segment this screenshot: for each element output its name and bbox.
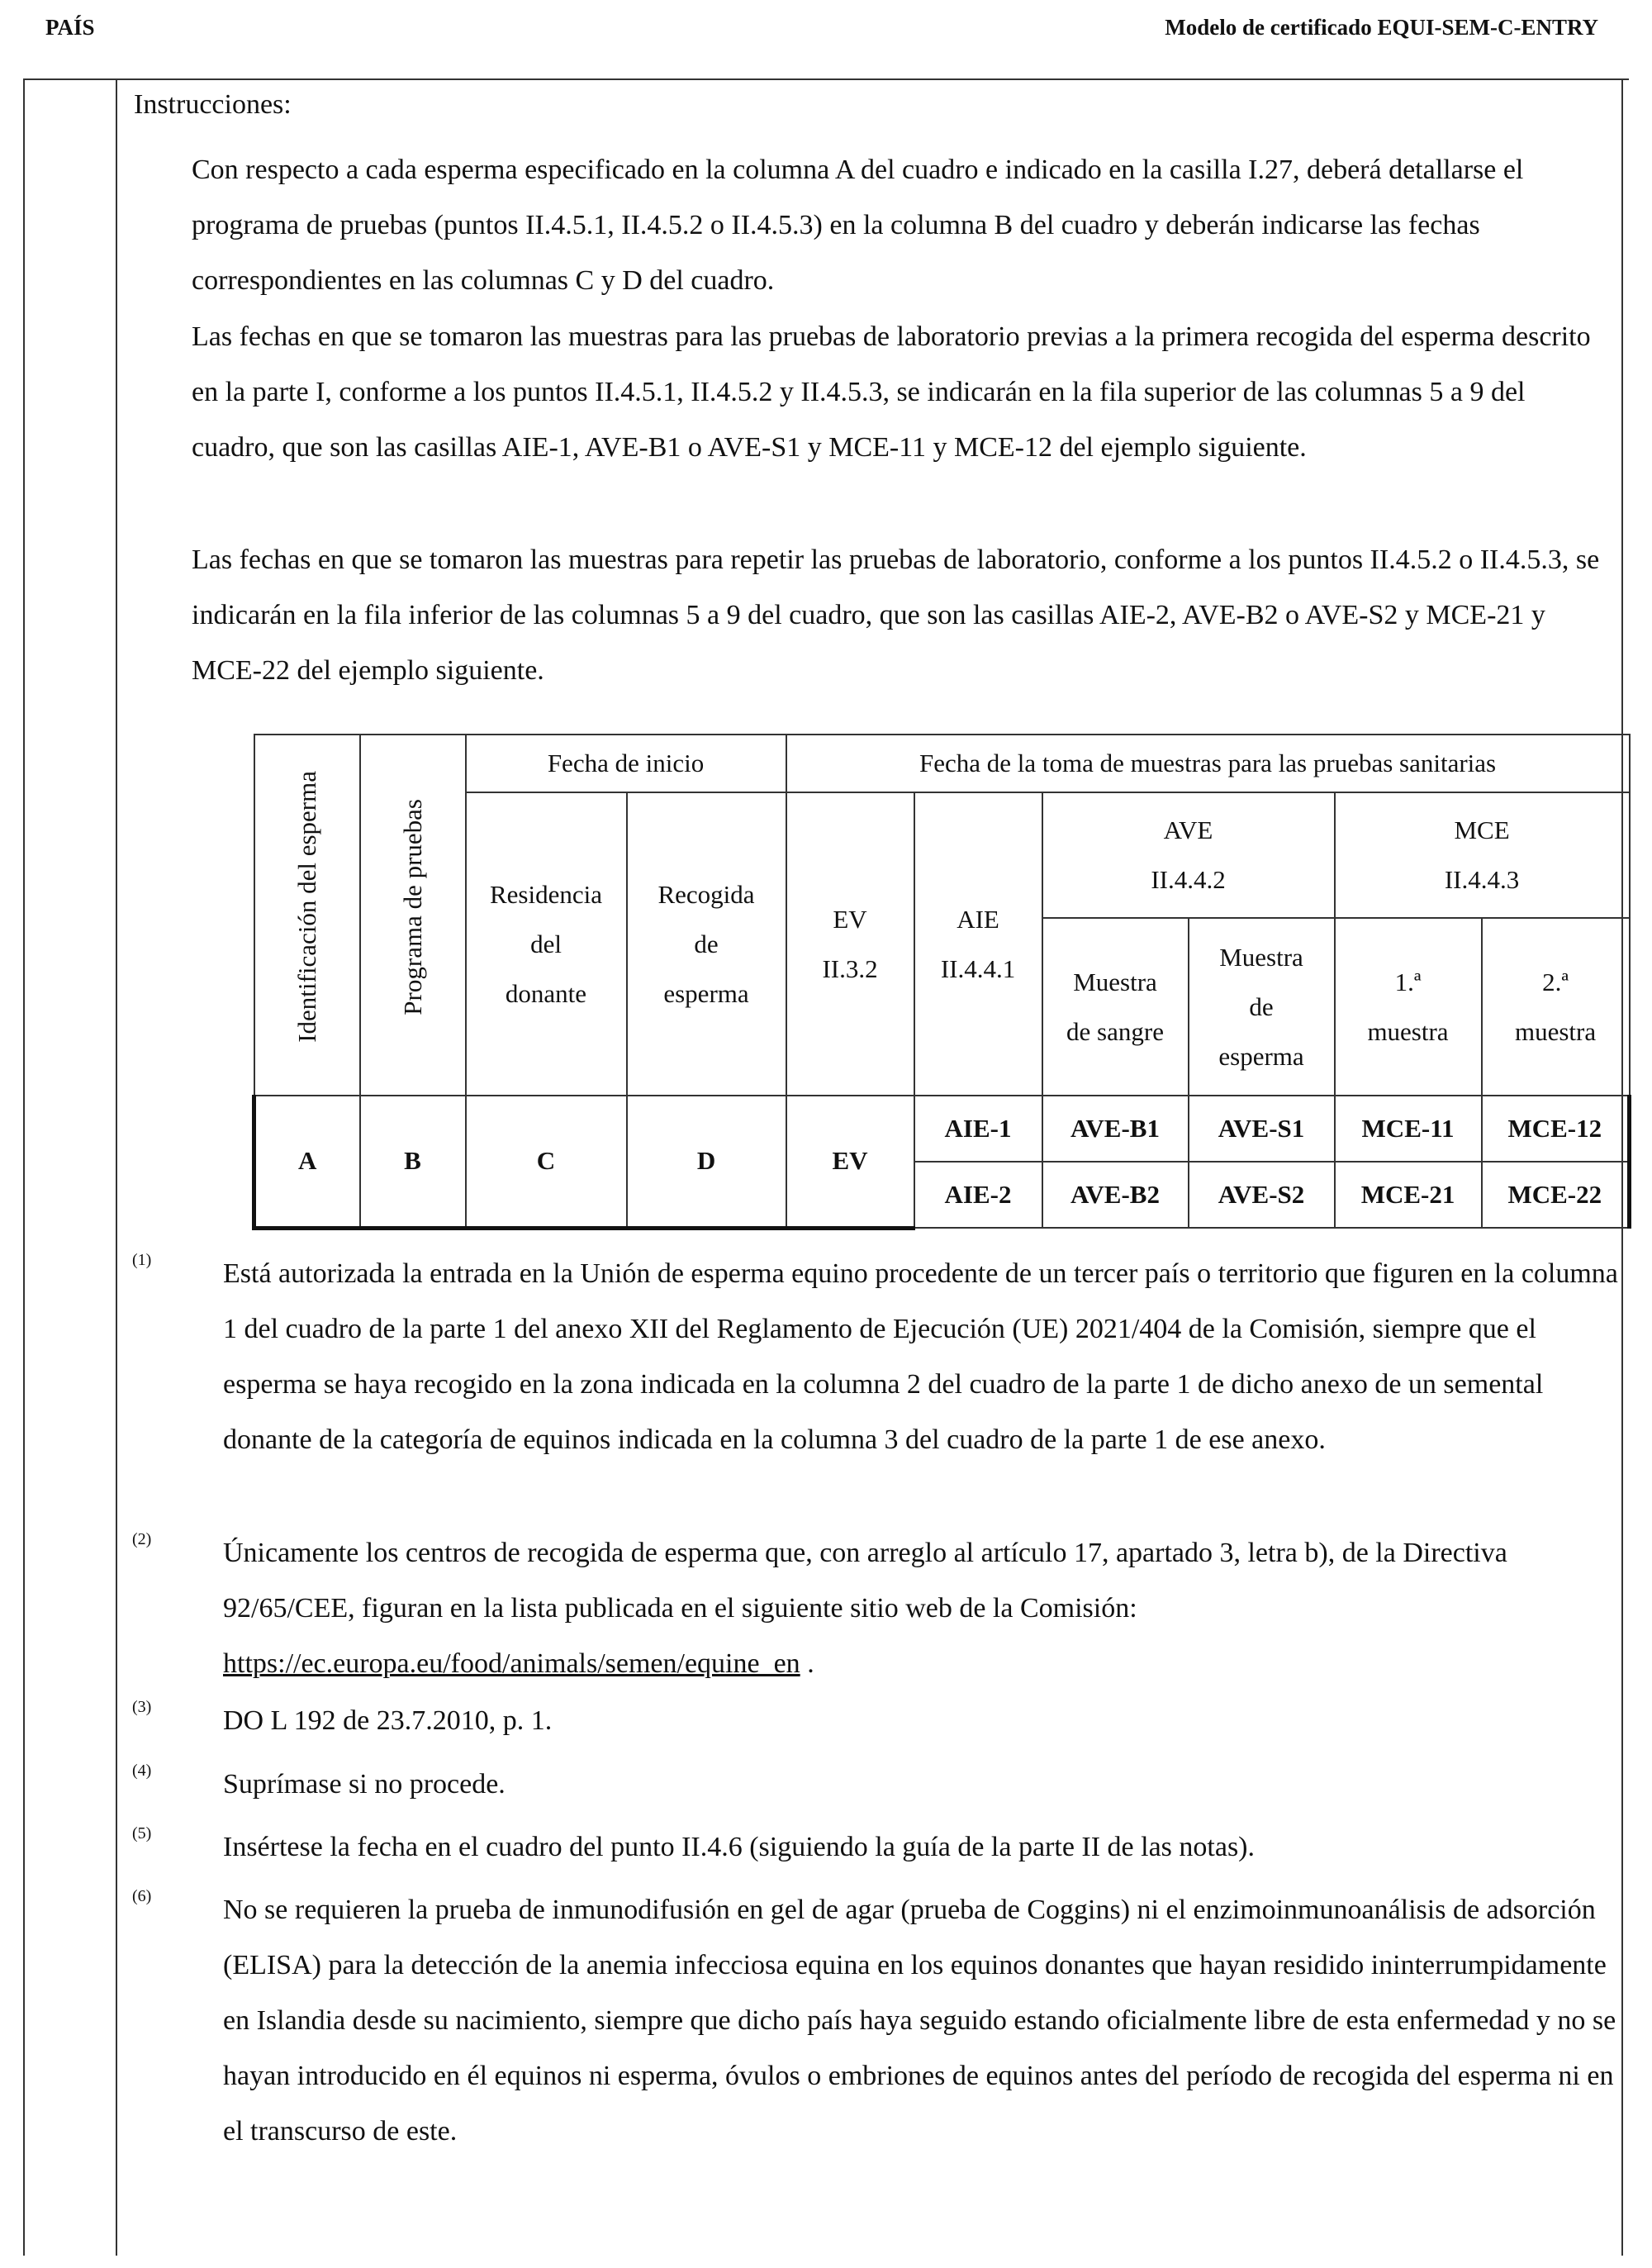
footnote-2-body [223,1525,1619,1691]
header-semen-collection [627,792,786,1096]
instructions-title: Instrucciones: [134,89,292,120]
ev-line-1: EV [833,904,867,934]
header-ave-blood-sample [1042,918,1189,1096]
footnote-4-text: Suprímase si no procede. [223,1769,506,1800]
mce-line-1: MCE [1454,815,1510,844]
instructions-paragraph-3: Las fechas en que se tomaron las muestras para repetir las pruebas de laboratorio, conforme a los puntos II.4.5.2 o II.4.5.3, se indicarán en la fila inferior de las columnas 5 a 9 del cuadro, que son las casillas AIE-2, AVE-B2 o AVE-S2 y MCE-21 y MCE-22 del ejemplo siguiente. [192,544,1600,686]
residence-line-3: donante [505,978,587,1008]
header-mce-second-sample [1482,918,1630,1096]
header-mce [1335,792,1630,918]
cell-mce-22: MCE-22 [1482,1162,1630,1228]
header-sperm-identification [254,735,360,1096]
ave-semen-line-1: Muestra [1219,942,1303,972]
footnote-5-text: Insértese la fecha en el cuadro del punto II.4.6 (siguiendo la guía de la parte II de las notas). [223,1832,1256,1862]
mce-second-line-2: muestra [1514,1016,1597,1046]
header-ave [1042,792,1335,918]
mce-first-line-2: muestra [1367,1016,1449,1046]
header-sampling-date: Fecha de la toma de muestras para las pruebas sanitarias [786,735,1630,792]
footnote-6-text: No se requieren la prueba de inmunodifusión en gel de agar (prueba de Coggins) ni el enzimoinmunoanálisis de adsorción (ELISA) para la detección de la anemia infecciosa equina en los equinos donantes que hayan residido ininterrumpidamente en Islandia desde su nacimiento, siempre que dicho país haya seguido estando oficialmente libre de esta enfermedad y no se hayan introducido en él equinos ni esperma, óvulos o embriones de equinos antes del período de recogida del esperma ni en el transcurso de este. [223,1895,1616,2147]
header-mce-first-sample [1335,918,1482,1096]
cell-a: A [254,1096,360,1228]
collection-line-1: Recogida [657,879,755,909]
cell-d: D [627,1096,786,1228]
ev-line-2: II.3.2 [822,953,878,983]
cell-c: C [466,1096,627,1228]
footnote-5-mark: (5) [132,1824,152,1842]
country-label: PAÍS [45,15,95,40]
aie-line-1: AIE [957,904,999,934]
aie-line-2: II.4.4.1 [940,953,1016,983]
cell-ev: EV [786,1096,914,1228]
header-test-program-text: Programa de pruebas [398,798,427,1015]
footnote-2-text: Únicamente los centros de recogida de esperma que, con arreglo al artículo 17, apartado 3, letra b), de la Directiva 92/65/CEE, figuran en la lista publicada en el siguiente sitio web de la Comisión: [223,1538,1507,1624]
mce-second-line-1: 2.ª [1542,967,1569,996]
collection-line-3: esperma [663,978,749,1008]
frame-left-border [23,78,25,2256]
footnote-6-mark: (6) [132,1887,152,1905]
cell-ave-b1: AVE-B1 [1042,1096,1189,1162]
sampling-dates-table [252,734,1631,1230]
footnote-2-mark: (2) [132,1530,152,1548]
residence-line-2: del [530,929,562,958]
ave-semen-line-3: esperma [1218,1041,1304,1071]
cell-ave-s2: AVE-S2 [1189,1162,1335,1228]
header-start-date: Fecha de inicio [466,735,786,792]
cell-aie-1: AIE-1 [914,1096,1042,1162]
header-donor-residence [466,792,627,1096]
footnote-3-mark: (3) [132,1698,152,1716]
ave-semen-line-2: de [1249,991,1274,1021]
ave-line-2: II.4.4.2 [1151,865,1226,894]
footnote-3-text: DO L 192 de 23.7.2010, p. 1. [223,1705,553,1736]
cell-aie-2: AIE-2 [914,1162,1042,1228]
collection-line-2: de [694,929,719,958]
header-sperm-identification-text: Identificación del esperma [292,771,321,1043]
cell-mce-21: MCE-21 [1335,1162,1482,1228]
instructions-paragraph-2: Las fechas en que se tomaron las muestras para las pruebas de laboratorio previas a la primera recogida del esperma descrito en la parte I, conforme a los puntos II.4.5.1, II.4.5.2 y II.4.5.3, se indicarán en la fila superior de las columnas 5 a 9 del cuadro, que son las casillas AIE-1, AVE-B1 o AVE-S1 y MCE-11 y MCE-12 del ejemplo siguiente. [192,321,1591,463]
footnote-4-mark: (4) [132,1762,152,1780]
header-aie [914,792,1042,1096]
cell-mce-12: MCE-12 [1482,1096,1630,1162]
residence-line-1: Residencia [489,879,602,909]
cell-ave-b2: AVE-B2 [1042,1162,1189,1228]
footnote-1-text: Está autorizada la entrada en la Unión de esperma equino procedente de un tercer país o territorio que figuren en la columna 1 del cuadro de la parte 1 del anexo XII del Reglamento de Ejecución (UE) 2021/404 de la Comisión, siempre que el esperma se haya recogido en la zona indicada en la columna 2 del cuadro de la parte 1 de dicho anexo de un semental donante de la categoría de equinos indicada en la columna 3 del cuadro de la parte 1 de ese anexo. [223,1258,1618,1455]
cell-mce-11: MCE-11 [1335,1096,1482,1162]
certificate-model-label: Modelo de certificado EQUI-SEM-C-ENTRY [1165,15,1598,40]
frame-margin-border [116,78,117,2256]
footnote-1-mark: (1) [132,1251,152,1269]
mce-line-2: II.4.4.3 [1444,865,1520,894]
header-divider [23,78,1629,80]
instructions-paragraph-1: Con respecto a cada esperma especificado en la columna A del cuadro e indicado en la casilla I.27, deberá detallarse el programa de pruebas (puntos II.4.5.1, II.4.5.2 o II.4.5.3) en la columna B del cuadro y deberán indicarse las fechas correspondientes en las columnas C y D del cuadro. [192,155,1524,296]
mce-first-line-1: 1.ª [1394,967,1422,996]
header-ev [786,792,914,1096]
ave-blood-line-2: de sangre [1066,1016,1164,1046]
header-test-program [360,735,466,1096]
footnote-2-tail: . [800,1648,814,1679]
equine-semen-link[interactable]: https://ec.europa.eu/food/animals/semen/equine_en [223,1648,800,1679]
cell-b: B [360,1096,466,1228]
ave-blood-line-1: Muestra [1073,967,1157,996]
header-ave-semen-sample [1189,918,1335,1096]
ave-line-1: AVE [1163,815,1213,844]
cell-ave-s1: AVE-S1 [1189,1096,1335,1162]
